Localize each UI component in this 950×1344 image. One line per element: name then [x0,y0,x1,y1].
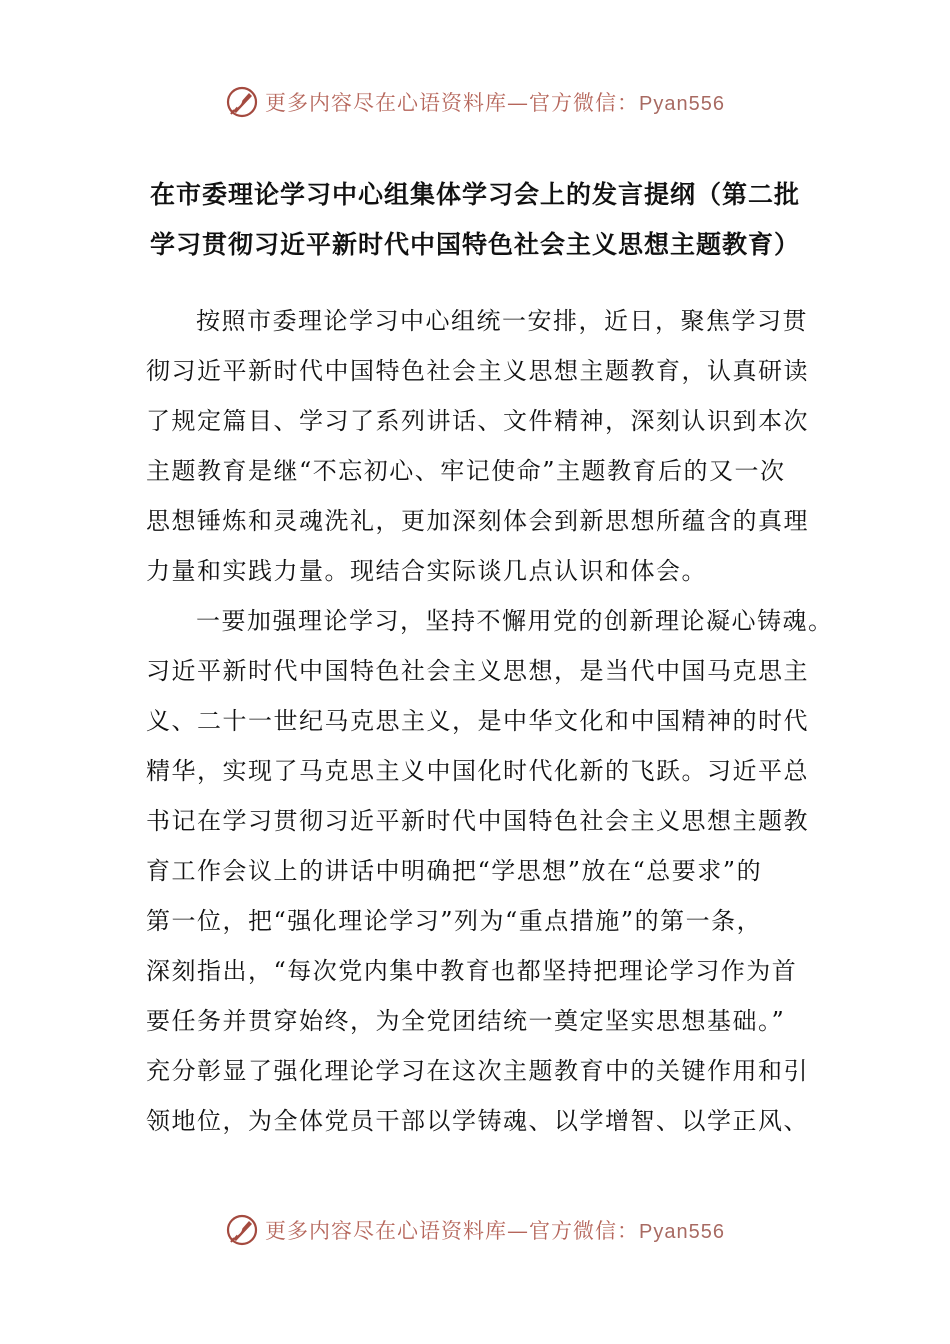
body-line: 领地位，为全体党员干部以学铸魂、以学增智、以学正风、 [146,1107,809,1135]
body-line: 主题教育是继“不忘初心、牢记使命”主题教育后的又一次 [146,457,786,485]
banner-label: 更多内容尽在心语资料库—官方微信： [265,91,640,115]
body-line: 一要加强理论学习，坚持不懈用党的创新理论凝心铸魂。 [196,607,834,635]
wechat-id: Pyan556 [639,93,725,115]
body-line: 力量和实践力量。现结合实际谈几点认识和体会。 [146,557,707,585]
title-line-1: 在市委理论学习中心组集体学习会上的发言提纲（第二批 [149,180,800,209]
body-line: 了规定篇目、学习了系列讲话、文件精神，深刻认识到本次 [146,407,809,435]
header-banner [0,82,950,122]
banner-text [265,87,725,117]
body-line: 要任务并贯穿始终，为全党团结统一奠定坚实思想基础。” [146,1007,786,1035]
document-body [146,296,834,1146]
quill-logo-icon [225,1213,259,1247]
quill-logo-icon [225,85,259,119]
body-line: 深刻指出，“每次党内集中教育也都坚持把理论学习作为首 [146,957,798,985]
body-line: 彻习近平新时代中国特色社会主义思想主题教育，认真研读 [146,357,809,385]
banner-label: 更多内容尽在心语资料库—官方微信： [265,1219,640,1243]
wechat-id: Pyan556 [639,1221,725,1243]
document-title [130,170,820,270]
body-line: 书记在学习贯彻习近平新时代中国特色社会主义思想主题教 [146,807,809,835]
body-line: 第一位，把“强化理论学习”列为“重点措施”的第一条， [146,907,763,935]
body-line: 精华，实现了马克思主义中国化时代化新的飞跃。习近平总 [146,757,809,785]
body-line: 育工作会议上的讲话中明确把“学思想”放在“总要求”的 [146,857,763,885]
body-line: 按照市委理论学习中心组统一安排，近日，聚焦学习贯 [196,307,808,335]
title-line-2: 学习贯彻习近平新时代中国特色社会主义思想主题教育） [149,230,800,259]
body-line: 习近平新时代中国特色社会主义思想，是当代中国马克思主 [146,657,809,685]
body-line: 义、二十一世纪马克思主义，是中华文化和中国精神的时代 [146,707,809,735]
body-line: 充分彰显了强化理论学习在这次主题教育中的关键作用和引 [146,1057,809,1085]
banner-text [265,1215,725,1245]
body-line: 思想锤炼和灵魂洗礼，更加深刻体会到新思想所蕴含的真理 [146,507,809,535]
footer-banner [0,1210,950,1250]
